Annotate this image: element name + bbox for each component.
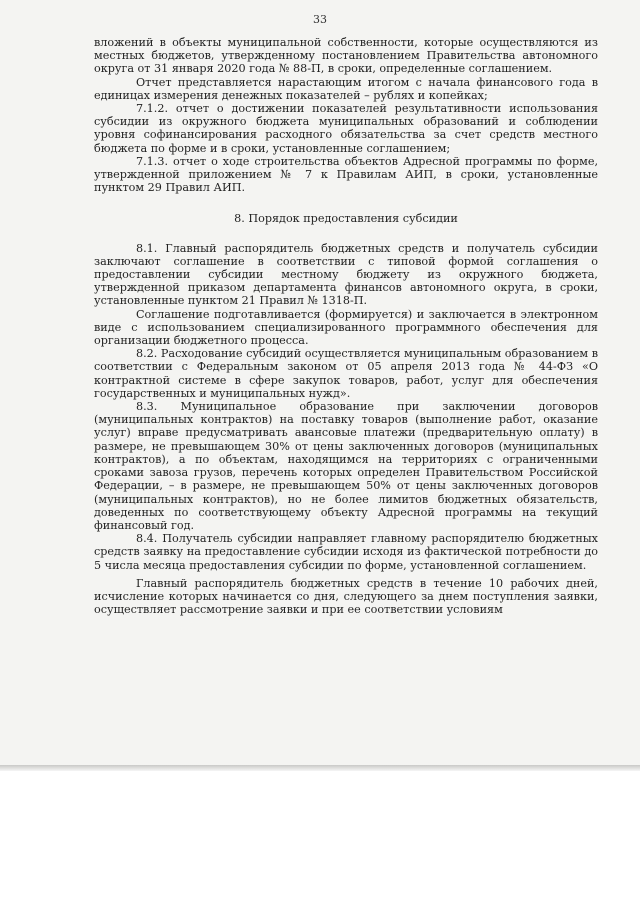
paragraph-7-1-3: 7.1.3. отчет о ходе строительства объектов Адресной программы по форме, утвержденной приложением № 7 к Правилам АИП, в сроки, установленные пунктом 29 Правил АИП. [94, 154, 598, 195]
paragraph-8-2: 8.2. Расходование субсидий осуществляется муниципальным образованием в соответствии с Федеральным законом от 05 апреля 2013 года № 44-ФЗ «О контрактной системе в сфере закупок товаров, работ, услуг для обеспечения государственных и муниципальных нужд». [94, 347, 598, 400]
paragraph-review: Главный распорядитель бюджетных средств в течение 10 рабочих дней, исчисление которых начинается со дня, следующего за днем поступления заявки, осуществляет рассмотрение заявки и при ее соответствии условиям [94, 576, 598, 617]
document-body [94, 36, 598, 616]
section-heading: 8. Порядок предоставления субсидии [234, 212, 458, 226]
paragraph-agreement-electronic: Соглашение подготавливается (формируется) и заключается в электронном виде с использованием специализированного программного обеспечения для организации бюджетного процесса. [94, 307, 598, 348]
paragraph-8-3: 8.3. Муниципальное образование при заключении договоров (муниципальных контрактов) на поставку товаров (выполнение работ, оказание услуг) вправе предусматривать авансовые платежи (предварительную оплату) в размере, не превышающем 30% от цены заключенных договоров (муниципальных контрактов), а по объектам, находящимся на территориях с ограниченными сроками завоза грузов, перечень которых определен Правительством Российской Федерации, – в размере, не превышающем 50% от цены заключенных договоров (муниципальных контрактов), но не более лимитов бюджетных обязательств, доведенных по соответствующему объекту Адресной программы на текущий финансовый год. [94, 400, 598, 532]
scan-edge-shadow [0, 765, 640, 771]
paragraph-8-1: 8.1. Главный распорядитель бюджетных средств и получатель субсидии заключают соглашение в соответствии с типовой формой соглашения о предоставлении субсидии местному бюджету из окружного бюджета, утвержденной приказом департамента финансов автономного округа, в сроки, установленные пунктом 21 Правил № 1318-П. [94, 241, 598, 308]
paragraph-continuation: вложений в объекты муниципальной собственности, которые осуществляются из местных бюджетов, утвержденному постановлением Правительства автономного округа от 31 января 2020 года № 88-П, в сроки, определенные соглашением. [94, 36, 598, 76]
paragraph-report-cumulative: Отчет представляется нарастающим итогом с начала финансового года в единицах измерения денежных показателей – рублях и копейках; [94, 75, 598, 102]
paragraph-7-1-2: 7.1.2. отчет о достижении показателей результативности использования субсидии из окружного бюджета муниципальных образований и соблюдении уровня софинансирования расходного обязательства за счет средств местного бюджета по форме и в сроки, установленные соглашением; [94, 102, 598, 155]
paragraph-8-4: 8.4. Получатель субсидии направляет главному распорядителю бюджетных средств заявку на предоставление субсидии исходя из фактической потребности до 5 числа месяца предоставления субсидии по форме, установленной соглашением. [94, 532, 598, 572]
page-number: 33 [313, 13, 327, 26]
